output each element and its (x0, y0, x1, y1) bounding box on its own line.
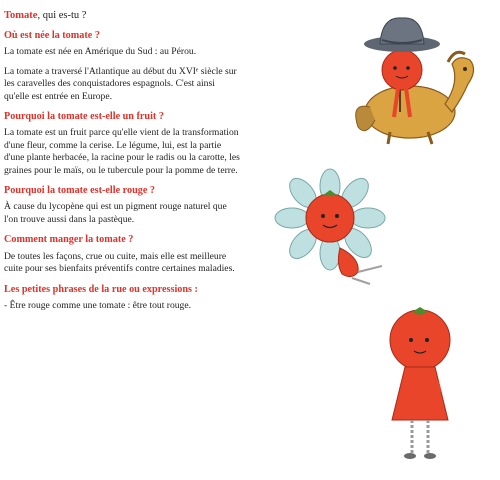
section-heading: Où est née la tomate ? (4, 30, 100, 41)
section-expressions (4, 284, 242, 313)
section-eat (4, 234, 242, 275)
page-title (4, 10, 242, 21)
section-heading: Pourquoi la tomate est-elle un fruit ? (4, 111, 164, 123)
section-heading: Les petites phrases de la rue ou expressions : (4, 283, 198, 295)
section-fruit (4, 111, 242, 177)
title-rest: , qui es-tu ? (37, 10, 87, 21)
paragraph: - Être rouge comme une tomate : être tout rouge. (4, 299, 192, 311)
section-heading: Comment manger la tomate ? (4, 234, 134, 246)
tomato-flower-illustration (270, 168, 400, 288)
tomato-cowboy-illustration (340, 12, 490, 147)
paragraph: À cause du lycopène qui est un pigment rouge naturel que l'on trouve aussi dans la pastèque. (4, 201, 227, 225)
section-heading: Pourquoi la tomate est-elle rouge ? (4, 185, 155, 197)
paragraph: La tomate est un fruit parce qu'elle vient de la transformation d'une fleur, comme la cerise. Le légume, lui, est la partie d'une plante herbacée, la racine pour le radis ou la carotte, les graines pour le maïs, ou le tubercule pour la pomme de terre. (4, 127, 240, 176)
section-origin (4, 30, 242, 103)
tomato-girl-illustration (370, 305, 470, 465)
title-accent: Tomate (4, 10, 38, 21)
paragraph: La tomate a traversé l'Atlantique au début du XVIᵉ siècle sur les caravelles des conquistadores espagnols. C'est ainsi qu'elle est entrée en Europe. (4, 65, 237, 102)
section-red (4, 185, 242, 226)
article (4, 10, 242, 320)
paragraph: De toutes les façons, crue ou cuite, mais elle est meilleure cuite pour ses bienfaits préventifs contre certaines maladies. (4, 250, 235, 275)
paragraph: La tomate est née en Amérique du Sud : au Pérou. (4, 46, 197, 58)
